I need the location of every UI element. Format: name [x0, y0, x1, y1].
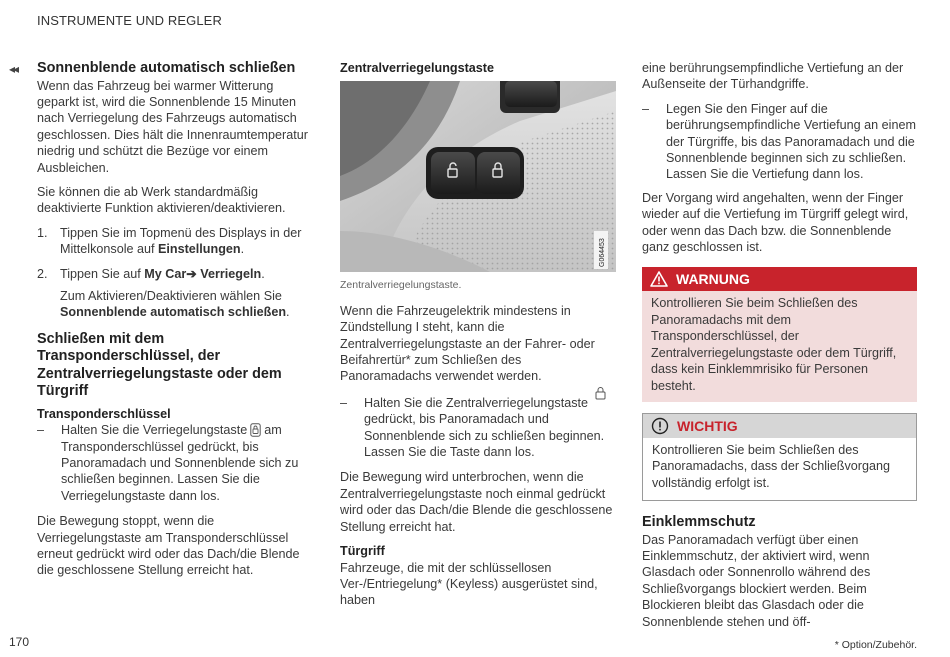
menu-term: Sonnenblende automatisch schließen [60, 305, 287, 320]
paragraph: Das Panoramadach verfügt über einen Einklemmschutz, der aktiviert wird, wenn Glasdach oder Sonnenrollo während des Schließvorgangs blockiert werden. Beim Blockieren bleibt das Glasdach oder die Sonnenblende stehen und öff- [642, 532, 871, 629]
list-item [37, 225, 312, 258]
subsection-title-transponder: Transponderschlüssel [37, 406, 171, 421]
important-box [642, 413, 917, 501]
text: Halten Sie die Verriegelungstaste [61, 423, 248, 438]
list-number: 1. [37, 225, 48, 240]
warning-header [642, 267, 917, 291]
photo-code: G064453 [599, 238, 606, 268]
bullet-text [364, 395, 615, 461]
section-title-sunshade: Sonnenblende automatisch schließen [37, 60, 296, 76]
text: am Transponderschlüssel gedrückt, bis Panoramadach und Sonnenblende sich zu schließen beginnen. Lassen Sie die Verriegelungstaste dann los. [61, 423, 299, 503]
text: Tippen Sie auf [60, 266, 145, 281]
paragraph: eine berührungsempfindliche Vertiefung an der Außenseite der Türhandgriffe. [642, 61, 904, 92]
footnote: * Option/Zubehör. [834, 639, 917, 651]
continued-marker: ◂◂ [9, 62, 18, 76]
column-3 [642, 60, 918, 638]
key-lock-icon [250, 423, 261, 437]
paragraph: Die Bewegung stoppt, wenn die Verriegelungstaste am Transponderschlüssel erneut gedrückt wird oder das Dach/die Blende die geschlossene Stellung erreicht hat. [37, 514, 300, 578]
menu-term: My Car➔ Verriegeln [144, 266, 262, 281]
photo-caption: Zentralverriegelungstaste. [340, 279, 462, 292]
text: Zum Aktivieren/Deaktivieren wählen Sie [60, 288, 282, 303]
paragraph: Sie können die ab Werk standardmäßig deaktivierte Funktion aktivieren/deaktivieren. [37, 184, 286, 216]
warning-text: Kontrollieren Sie beim Schließen des Panoramadachs mit dem Transponderschlüssel, der Zentralverriegelungstaste oder dem Türgriff, dass kein Einklemmrisiko für Personen besteht. [642, 291, 917, 401]
warning-box [642, 267, 917, 401]
bullet-item [340, 395, 615, 461]
section-title-pinch-protection: Einklemmschutz [642, 514, 756, 531]
page-number: 170 [9, 635, 30, 649]
list-subtext [37, 288, 312, 321]
paragraph: Wenn das Fahrzeug bei warmer Witterung geparkt ist, wird die Sonnenblende 15 Minuten nach Verriegelung des Fahrzeugs automatisch geschlossen. Dies hält die Innenraumtemperatur niedrig und schützt die Bezüge vor einem Ausbleichen. [37, 78, 308, 175]
important-title: WICHTIG [677, 417, 738, 434]
dash: – [642, 101, 650, 116]
paragraph: Die Bewegung wird unterbrochen, wenn die Zentralverriegelungstaste noch einmal gedrückt wird oder das Dach/die Blende die geschlossene Stellung erreicht hat. [340, 470, 613, 534]
text: . [240, 242, 245, 257]
menu-term: Einstellungen [158, 242, 241, 257]
important-text: Kontrollieren Sie beim Schließen des Panoramadachs, dass der Schließvorgang vollständig erfolgt ist. [652, 442, 891, 490]
list-text [60, 225, 312, 258]
list-item [37, 266, 312, 282]
bullet-text [61, 422, 312, 504]
paragraph: Fahrzeuge, die mit der schlüssellosen Ver-/Entriegelung* (Keyless) ausgerüstet sind, haben [340, 560, 598, 608]
bullet-item [642, 101, 918, 183]
warning-triangle-icon [650, 271, 668, 287]
central-lock-photo [340, 81, 616, 272]
text: . [286, 305, 290, 320]
list-number: 2. [37, 266, 48, 281]
text: Halten Sie die Zentralverriegelungstaste gedrückt, bis Panoramadach und Sonnenblende sich zu schließen beginnen. Lassen Sie die Taste dann los. [364, 395, 605, 460]
central-lock-icon [595, 386, 606, 400]
bullet-item [37, 422, 312, 504]
column-1 [37, 60, 312, 587]
text: Tippen Sie im Topmenü des Displays in der Mittelkonsole auf [60, 225, 302, 257]
running-header: INSTRUMENTE UND REGLER [37, 13, 222, 28]
paragraph: Wenn die Fahrzeugelektrik mindestens in Zündstellung I steht, kann die Zentralverriegelungstaste an der Fahrer- oder Beifahrertür* zum Schließen des Panoramadachs verwendet werden. [340, 303, 595, 384]
important-header [643, 414, 916, 438]
subsection-title-central-lock: Zentralverriegelungstaste [340, 61, 494, 75]
text: . [261, 266, 265, 281]
warning-title: WARNUNG [676, 271, 750, 288]
subsection-title-door-handle: Türgriff [340, 544, 385, 559]
list-text [60, 266, 265, 282]
dash: – [340, 395, 348, 410]
section-title-closing: Schließen mit dem Transponderschlüssel, der Zentralverriegelungstaste oder dem Türgriff [37, 330, 282, 400]
dash: – [37, 423, 45, 438]
paragraph: Der Vorgang wird angehalten, wenn der Finger wieder auf die Vertiefung im Türgriff gelegt wird, oder wenn das Dach bzw. die Sonnenblende ganz geschlossen ist. [642, 190, 909, 255]
bullet-text: Legen Sie den Finger auf die berührungsempfindliche Vertiefung an einem der Türgriffe, bis das Panoramadach und die Sonnenblende beginnen sich zu schließen. Lassen Sie die Vertiefung dann los. [666, 101, 916, 182]
column-2 [340, 60, 615, 617]
exclamation-circle-icon [651, 417, 669, 435]
